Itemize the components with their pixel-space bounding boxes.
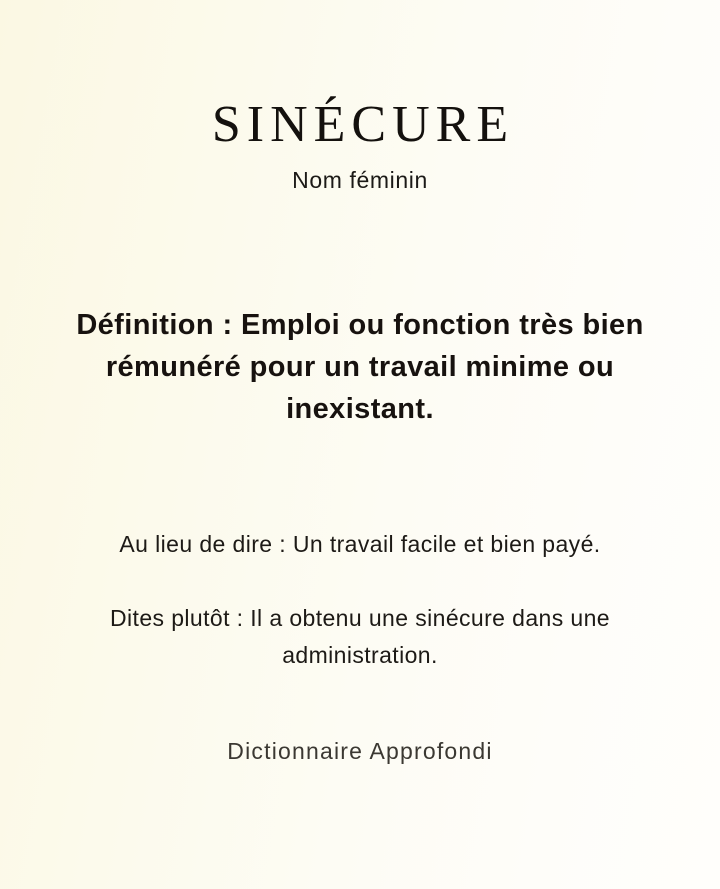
definition-text: Définition : Emploi ou fonction très bien rémunéré pour un travail minime ou inexistant. (76, 309, 644, 426)
word-title: SINÉCURE (211, 96, 515, 153)
usage-instead-of: Au lieu de dire : Un travail facile et bien payé. (119, 531, 601, 558)
source-attribution: Dictionnaire Approfondi (227, 738, 493, 765)
part-of-speech: Nom féminin (292, 167, 428, 194)
usage-say-rather: Dites plutôt : Il a obtenu une sinécure dans une administration. (110, 604, 610, 668)
usage-examples (44, 526, 676, 674)
